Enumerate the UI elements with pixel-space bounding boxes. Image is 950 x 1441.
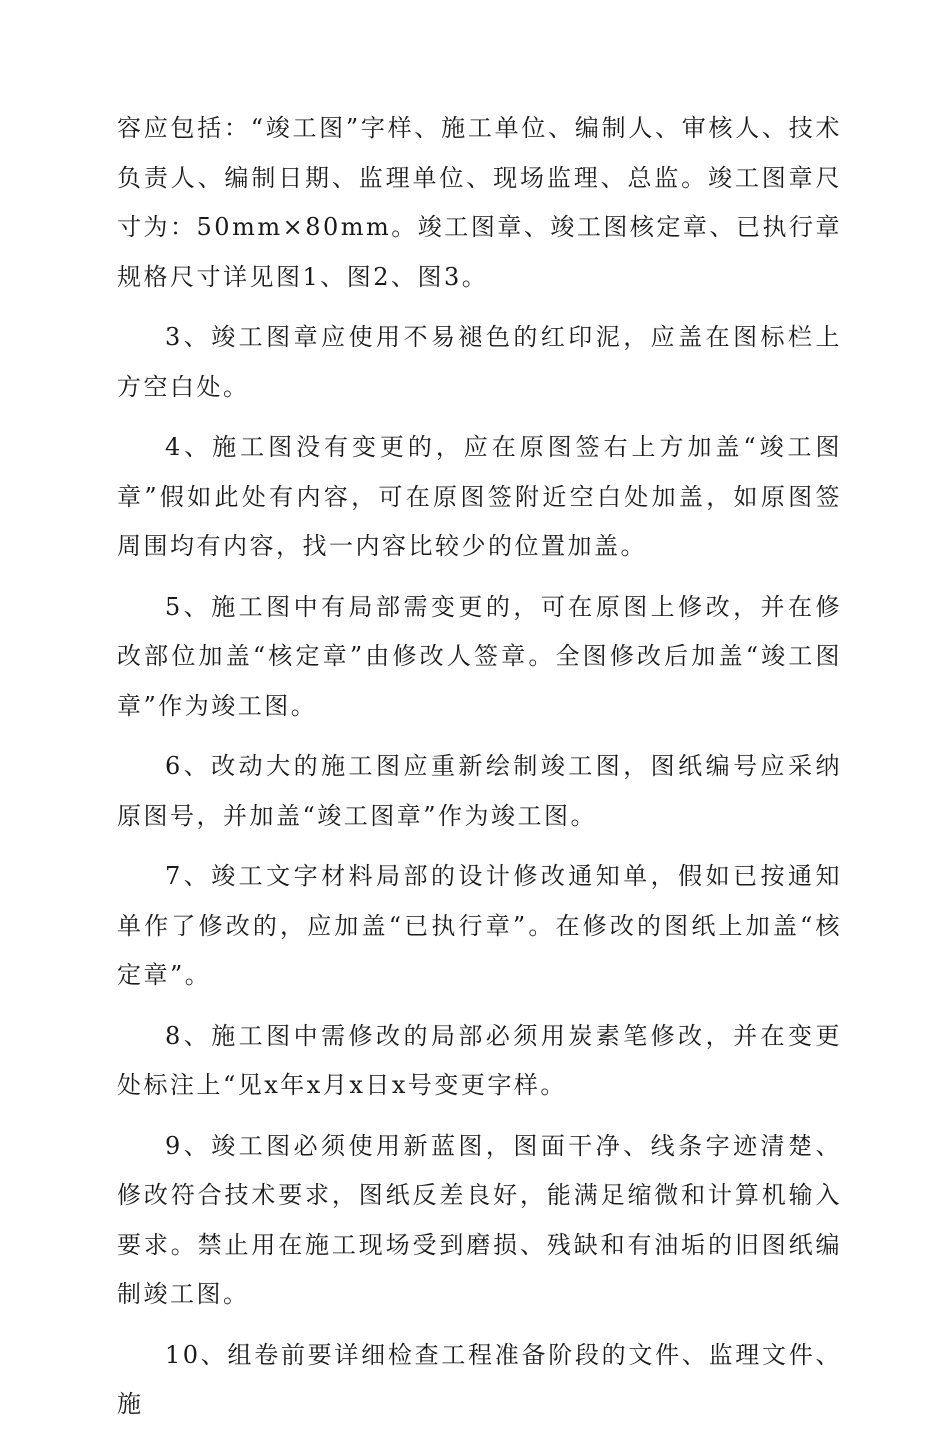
paragraph-stamp-contents: 容应包括：“竣工图”字样、施工单位、编制人、审核人、技术负责人、编制日期、监理单位、现场监理、总监。竣工图章尺寸为：50mm×80mm。竣工图章、竣工图核定章、已执行章规格尺寸详见图1、图2、图3。	[117, 114, 842, 291]
paragraph-item-10: 10、组卷前要详细检查工程准备阶段的文件、监理文件、施	[117, 1340, 842, 1418]
paragraph-item-3: 3、竣工图章应使用不易褪色的红印泥，应盖在图标栏上方空白处。	[117, 323, 842, 401]
paragraph-item-9: 9、竣工图必须使用新蓝图，图面干净、线条字迹清楚、修改符合技术要求，图纸反差良好，能满足缩微和计算机输入要求。禁止用在施工现场受到磨损、残缺和有油垢的旧图纸编制竣工图。	[117, 1131, 842, 1308]
document-body	[117, 104, 842, 1441]
paragraph-item-6: 6、改动大的施工图应重新绘制竣工图，图纸编号应采纳原图号，并加盖“竣工图章”作为竣工图。	[117, 752, 842, 830]
paragraph-item-7: 7、竣工文字材料局部的设计修改通知单，假如已按通知单作了修改的，应加盖“已执行章”。在修改的图纸上加盖“核定章”。	[117, 862, 842, 989]
paragraph-item-4: 4、施工图没有变更的，应在原图签右上方加盖“竣工图章”假如此处有内容，可在原图签附近空白处加盖，如原图签周围均有内容，找一内容比较少的位置加盖。	[117, 433, 842, 560]
paragraph-item-8: 8、施工图中需修改的局部必须用炭素笔修改，并在变更处标注上“见x年x月x日x号变更字样。	[117, 1021, 842, 1099]
paragraph-item-5: 5、施工图中有局部需变更的，可在原图上修改，并在修改部位加盖“核定章”由修改人签章。全图修改后加盖“竣工图章”作为竣工图。	[117, 592, 842, 720]
